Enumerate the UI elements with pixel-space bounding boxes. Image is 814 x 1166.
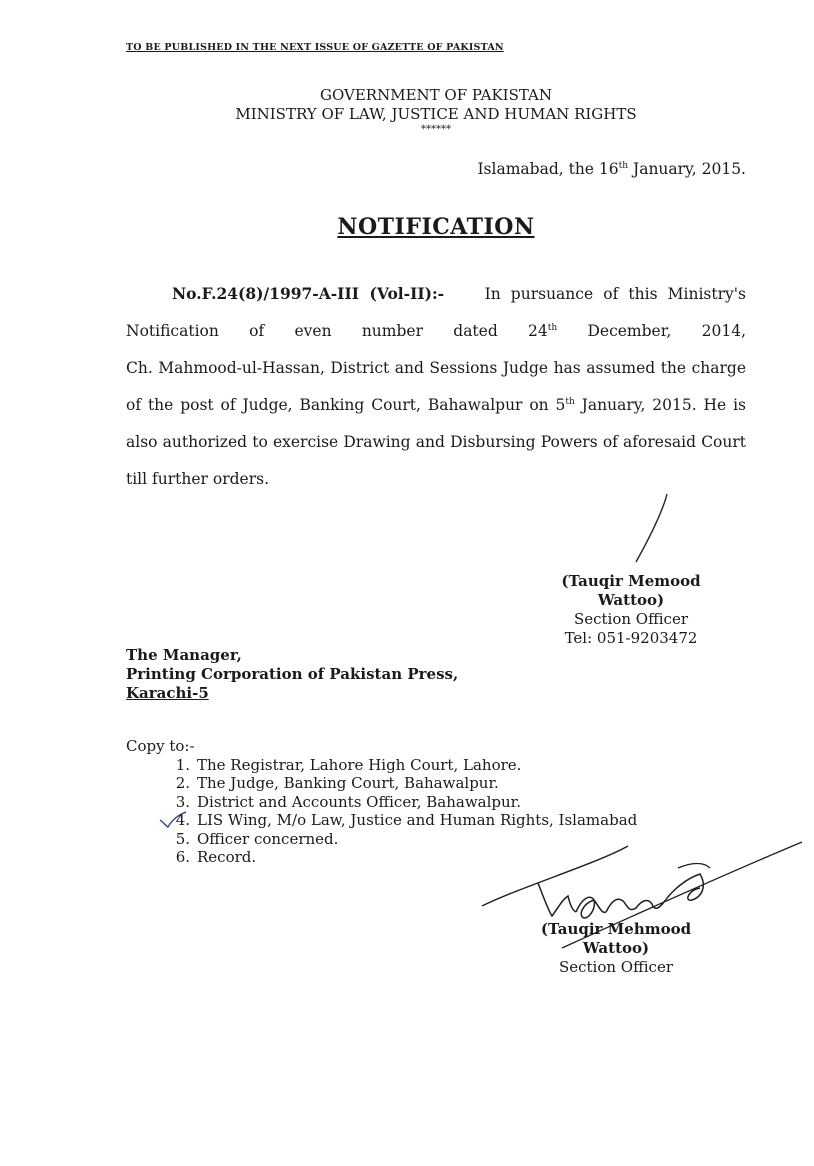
body-line-3: Ch. Mahmood-ul-Hassan, District and Sessions Judge has assumed the charge — [126, 359, 746, 377]
check-mark-icon — [158, 810, 188, 830]
signatory2-designation: Section Officer — [558, 958, 674, 976]
body-line-2: Notification of even number dated 24th December, 2014, — [126, 322, 746, 340]
list-item: 1. The Registrar, Lahore High Court, Lahore. — [175, 755, 522, 774]
signatory-designation: Section Officer — [573, 610, 689, 628]
notification-date: Islamabad, the 16th January, 2015. — [477, 160, 746, 178]
signatory-name: (Tauqir Memood Wattoo) — [561, 572, 701, 609]
signature-mark-icon — [628, 492, 678, 566]
header-ministry: MINISTRY OF LAW, JUSTICE AND HUMAN RIGHTS — [235, 105, 637, 123]
page-title: NOTIFICATION — [337, 214, 535, 240]
signatory2-block — [510, 920, 722, 977]
reference-number: No.F.24(8)/1997-A-III (Vol-II):- — [172, 284, 445, 303]
header-stars: ****** — [421, 124, 451, 135]
signatory-block — [530, 572, 732, 648]
addressee-line-3: Karachi-5 — [126, 684, 209, 702]
addressee-line-1: The Manager, — [126, 646, 242, 664]
copy-to-label: Copy to:- — [126, 737, 195, 755]
gazette-note: TO BE PUBLISHED IN THE NEXT ISSUE OF GAZETTE OF PAKISTAN — [126, 42, 504, 53]
list-item: 3. District and Accounts Officer, Bahawalpur. — [175, 792, 521, 811]
list-item: 5. Officer concerned. — [175, 829, 339, 848]
header-government: GOVERNMENT OF PAKISTAN — [320, 86, 552, 104]
list-item: 4. LIS Wing, M/o Law, Justice and Human Rights, Islamabad — [175, 811, 638, 829]
body-line-1: No.F.24(8)/1997-A-III (Vol-II):- In pursuance of this Ministry's — [172, 284, 746, 303]
body-line-5: also authorized to exercise Drawing and Disbursing Powers of aforesaid Court — [126, 433, 746, 451]
addressee-block — [126, 646, 458, 703]
signatory-tel: Tel: 051-9203472 — [564, 629, 698, 647]
body-line-4: of the post of Judge, Banking Court, Bahawalpur on 5th January, 2015. He is — [126, 396, 746, 414]
signatory2-name: (Tauqir Mehmood Wattoo) — [540, 920, 692, 957]
body-line-6: till further orders. — [126, 470, 270, 488]
list-item: 6. Record. — [175, 848, 257, 866]
notification-body — [126, 275, 746, 498]
addressee-line-2: Printing Corporation of Pakistan Press, — [126, 665, 459, 683]
list-item: 2. The Judge, Banking Court, Bahawalpur. — [175, 774, 499, 792]
